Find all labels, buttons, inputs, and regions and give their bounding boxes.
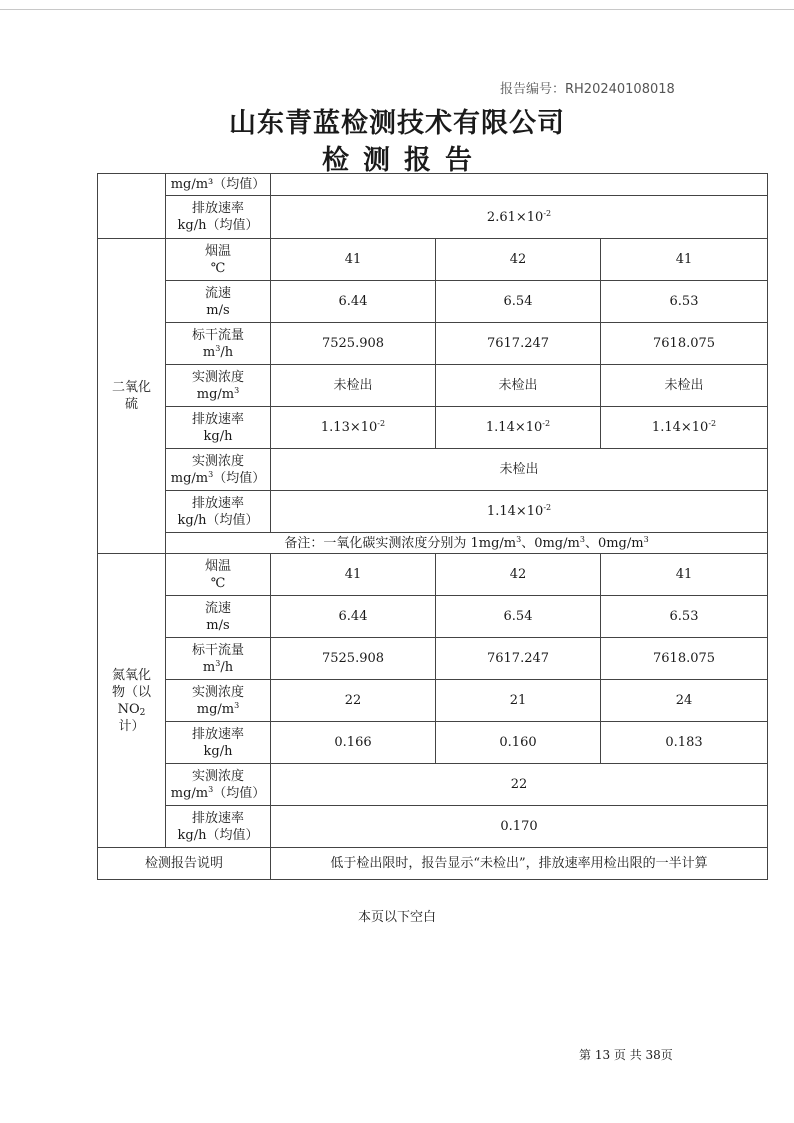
param-label: 实测浓度 $mg/m^3$ <box>166 680 271 722</box>
category-cell-so2: 二氧化 硫 <box>98 239 166 554</box>
value-cell: $1.14\times 10^{-2}$ <box>436 407 601 449</box>
value-cell: 6.54 <box>436 596 601 638</box>
value-cell: 6.53 <box>601 596 768 638</box>
category-cell-nox: 氮氧化 物（以 $NO_2$ 计） <box>98 554 166 848</box>
value-cell: 7617.247 <box>436 638 601 680</box>
table-row <box>98 281 768 323</box>
value-cell: $2.61\times 10^{-2}$ <box>271 196 768 239</box>
table-row <box>98 365 768 407</box>
table-row <box>98 554 768 596</box>
param-label: 排放速率 kg/h <box>166 407 271 449</box>
value-cell: 21 <box>436 680 601 722</box>
value-cell: 7617.247 <box>436 323 601 365</box>
report-number: 报告编号：RH20240108018 <box>500 82 675 97</box>
param-label: 实测浓度 $mg/m^3$（均值） <box>166 764 271 806</box>
param-label: 实测浓度 $mg/m^3$ <box>166 365 271 407</box>
table-row <box>98 407 768 449</box>
param-label: 排放速率 kg/h（均值） <box>166 806 271 848</box>
table-row <box>98 638 768 680</box>
table-row <box>98 806 768 848</box>
table-row <box>98 196 768 239</box>
explanation-label: 检测报告说明 <box>98 848 271 880</box>
value-cell: 6.53 <box>601 281 768 323</box>
value-cell: 0.183 <box>601 722 768 764</box>
table-row <box>98 491 768 533</box>
param-label: 流速 m/s <box>166 281 271 323</box>
table-row <box>98 680 768 722</box>
table-row <box>98 239 768 281</box>
table-row <box>98 323 768 365</box>
table-row <box>98 174 768 196</box>
table-row <box>98 764 768 806</box>
value-cell: 6.44 <box>271 281 436 323</box>
value-cell: 41 <box>271 554 436 596</box>
value-cell: 41 <box>601 554 768 596</box>
value-cell: 未检出 <box>601 365 768 407</box>
value-cell <box>271 174 768 196</box>
emission-data-table <box>97 173 768 880</box>
value-cell: 6.54 <box>436 281 601 323</box>
table-row <box>98 596 768 638</box>
param-label: mg/m³（均值） <box>166 174 271 196</box>
page-number: 第 13 页 共 38页 <box>579 1048 673 1062</box>
param-label: 实测浓度 $mg/m^3$（均值） <box>166 449 271 491</box>
value-cell: 未检出 <box>436 365 601 407</box>
value-cell: 7618.075 <box>601 638 768 680</box>
explanation-text: 低于检出限时，报告显示“未检出”，排放速率用检出限的一半计算 <box>271 848 768 880</box>
value-cell: $1.13\times 10^{-2}$ <box>271 407 436 449</box>
value-cell: 0.166 <box>271 722 436 764</box>
value-cell: 24 <box>601 680 768 722</box>
value-cell: 41 <box>271 239 436 281</box>
value-cell: 0.170 <box>271 806 768 848</box>
top-rule <box>0 9 794 10</box>
value-cell: 未检出 <box>271 365 436 407</box>
value-cell: 22 <box>271 764 768 806</box>
value-cell: $1.14\times 10^{-2}$ <box>601 407 768 449</box>
table-row <box>98 848 768 880</box>
table-row <box>98 533 768 554</box>
value-cell: 7525.908 <box>271 323 436 365</box>
table-row <box>98 449 768 491</box>
report-title: 检测报告 <box>322 145 486 176</box>
company-name: 山东青蓝检测技术有限公司 <box>229 108 565 139</box>
value-cell: 7618.075 <box>601 323 768 365</box>
value-cell: 未检出 <box>271 449 768 491</box>
param-label: 烟温 ℃ <box>166 239 271 281</box>
param-label: 流速 m/s <box>166 596 271 638</box>
category-cell-continued <box>98 174 166 239</box>
value-cell: $1.14\times 10^{-2}$ <box>271 491 768 533</box>
param-label: 标干流量 $m^3/h$ <box>166 638 271 680</box>
param-label: 标干流量 $m^3/h$ <box>166 323 271 365</box>
value-cell: 41 <box>601 239 768 281</box>
value-cell: 22 <box>271 680 436 722</box>
value-cell: 7525.908 <box>271 638 436 680</box>
param-label: 排放速率 kg/h（均值） <box>166 196 271 239</box>
co-note: 备注：一氧化碳实测浓度分别为 $1mg/m^3$、$0mg/m^3$、$0mg/m^3$ <box>166 533 768 554</box>
param-label: 排放速率 kg/h（均值） <box>166 491 271 533</box>
value-cell: 0.160 <box>436 722 601 764</box>
value-cell: 42 <box>436 554 601 596</box>
param-label: 排放速率 kg/h <box>166 722 271 764</box>
value-cell: 42 <box>436 239 601 281</box>
table-row <box>98 722 768 764</box>
blank-page-note: 本页以下空白 <box>357 910 436 925</box>
param-label: 烟温 ℃ <box>166 554 271 596</box>
value-cell: 6.44 <box>271 596 436 638</box>
